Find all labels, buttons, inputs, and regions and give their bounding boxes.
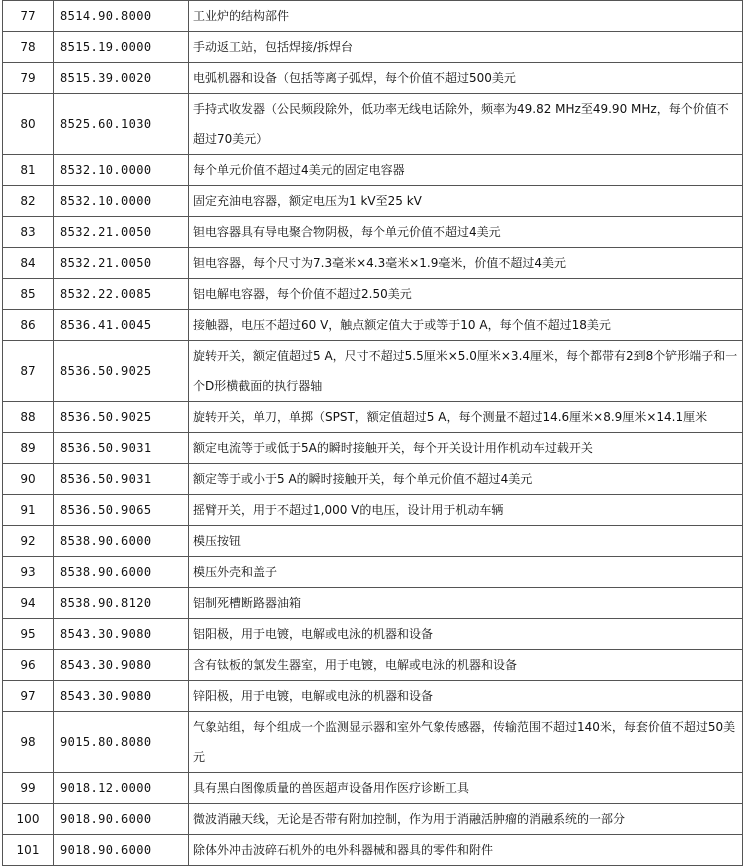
hts-code: 8536.50.9065 xyxy=(54,495,189,526)
row-number: 90 xyxy=(3,464,54,495)
product-description: 钽电容器，每个尺寸为7.3毫米×4.3毫米×1.9毫米，价值不超过4美元 xyxy=(189,248,743,279)
table-row xyxy=(3,217,743,248)
product-description: 额定电流等于或低于5A的瞬时接触开关，每个开关设计用作机动车过载开关 xyxy=(189,433,743,464)
table-row xyxy=(3,32,743,63)
row-number: 92 xyxy=(3,526,54,557)
hts-code: 9018.90.6000 xyxy=(54,804,189,835)
table-row xyxy=(3,63,743,94)
table-row xyxy=(3,526,743,557)
hts-code: 8538.90.6000 xyxy=(54,557,189,588)
table-row xyxy=(3,835,743,866)
hts-code: 8532.10.0000 xyxy=(54,186,189,217)
row-number: 93 xyxy=(3,557,54,588)
row-number: 101 xyxy=(3,835,54,866)
hts-code: 9015.80.8080 xyxy=(54,712,189,773)
hts-code: 8515.19.0000 xyxy=(54,32,189,63)
table-row xyxy=(3,433,743,464)
product-description: 旋转开关，额定值超过5 A，尺寸不超过5.5厘米×5.0厘米×3.4厘米，每个都带有2到8个铲形端子和一个D形横截面的执行器轴 xyxy=(189,341,743,402)
table-row xyxy=(3,279,743,310)
hts-code: 8538.90.8120 xyxy=(54,588,189,619)
product-description: 手动返工站，包括焊接/拆焊台 xyxy=(189,32,743,63)
table-row xyxy=(3,773,743,804)
product-description: 微波消融天线，无论是否带有附加控制，作为用于消融活肿瘤的消融系统的一部分 xyxy=(189,804,743,835)
product-description: 含有钛板的氯发生器室，用于电镀，电解或电泳的机器和设备 xyxy=(189,650,743,681)
product-description: 固定充油电容器，额定电压为1 kV至25 kV xyxy=(189,186,743,217)
table-row xyxy=(3,94,743,155)
row-number: 84 xyxy=(3,248,54,279)
table-row xyxy=(3,310,743,341)
hts-code: 8532.22.0085 xyxy=(54,279,189,310)
table-row xyxy=(3,619,743,650)
hts-code: 8536.50.9031 xyxy=(54,433,189,464)
row-number: 88 xyxy=(3,402,54,433)
product-description: 锌阳极，用于电镀，电解或电泳的机器和设备 xyxy=(189,681,743,712)
row-number: 94 xyxy=(3,588,54,619)
product-description: 模压外壳和盖子 xyxy=(189,557,743,588)
product-description: 旋转开关，单刀，单掷（SPST，额定值超过5 A，每个测量不超过14.6厘米×8.9厘米×14.1厘米 xyxy=(189,402,743,433)
table-row xyxy=(3,464,743,495)
row-number: 91 xyxy=(3,495,54,526)
product-description: 每个单元价值不超过4美元的固定电容器 xyxy=(189,155,743,186)
row-number: 86 xyxy=(3,310,54,341)
hts-code: 8514.90.8000 xyxy=(54,1,189,32)
product-description: 接触器，电压不超过60 V，触点额定值大于或等于10 A，每个值不超过18美元 xyxy=(189,310,743,341)
hts-code: 8536.50.9025 xyxy=(54,341,189,402)
product-description: 电弧机器和设备（包括等离子弧焊，每个价值不超过500美元 xyxy=(189,63,743,94)
table-row xyxy=(3,681,743,712)
table-row xyxy=(3,557,743,588)
table-row xyxy=(3,186,743,217)
product-description: 气象站组，每个组成一个监测显示器和室外气象传感器，传输范围不超过140米，每套价值不超过50美元 xyxy=(189,712,743,773)
table-row xyxy=(3,341,743,402)
product-description: 工业炉的结构部件 xyxy=(189,1,743,32)
row-number: 97 xyxy=(3,681,54,712)
product-description: 除体外冲击波碎石机外的电外科器械和器具的零件和附件 xyxy=(189,835,743,866)
table-row xyxy=(3,402,743,433)
table-row xyxy=(3,248,743,279)
hts-code: 8536.50.9025 xyxy=(54,402,189,433)
row-number: 83 xyxy=(3,217,54,248)
table-row xyxy=(3,155,743,186)
product-description: 摇臂开关，用于不超过1,000 V的电压，设计用于机动车辆 xyxy=(189,495,743,526)
hts-code: 8543.30.9080 xyxy=(54,681,189,712)
hts-code: 8525.60.1030 xyxy=(54,94,189,155)
product-description: 钽电容器具有导电聚合物阴极，每个单元价值不超过4美元 xyxy=(189,217,743,248)
product-description: 手持式收发器（公民频段除外，低功率无线电话除外，频率为49.82 MHz至49.90 MHz，每个价值不超过70美元） xyxy=(189,94,743,155)
hts-code: 9018.90.6000 xyxy=(54,835,189,866)
table-row xyxy=(3,1,743,32)
hts-code: 9018.12.0000 xyxy=(54,773,189,804)
table-row xyxy=(3,650,743,681)
hts-code: 8532.21.0050 xyxy=(54,248,189,279)
hts-code: 8515.39.0020 xyxy=(54,63,189,94)
hts-code: 8543.30.9080 xyxy=(54,650,189,681)
table-row xyxy=(3,495,743,526)
row-number: 87 xyxy=(3,341,54,402)
hts-code: 8536.41.0045 xyxy=(54,310,189,341)
row-number: 95 xyxy=(3,619,54,650)
row-number: 77 xyxy=(3,1,54,32)
row-number: 100 xyxy=(3,804,54,835)
product-description: 具有黑白图像质量的兽医超声设备用作医疗诊断工具 xyxy=(189,773,743,804)
row-number: 96 xyxy=(3,650,54,681)
hts-code: 8532.10.0000 xyxy=(54,155,189,186)
tariff-exclusion-table xyxy=(2,0,743,866)
hts-code: 8543.30.9080 xyxy=(54,619,189,650)
hts-code: 8536.50.9031 xyxy=(54,464,189,495)
product-description: 模压按钮 xyxy=(189,526,743,557)
row-number: 79 xyxy=(3,63,54,94)
hts-code: 8532.21.0050 xyxy=(54,217,189,248)
table-row xyxy=(3,804,743,835)
product-description: 额定等于或小于5 A的瞬时接触开关，每个单元价值不超过4美元 xyxy=(189,464,743,495)
row-number: 81 xyxy=(3,155,54,186)
row-number: 82 xyxy=(3,186,54,217)
row-number: 85 xyxy=(3,279,54,310)
product-description: 铝制死槽断路器油箱 xyxy=(189,588,743,619)
product-description: 铝阳极，用于电镀，电解或电泳的机器和设备 xyxy=(189,619,743,650)
row-number: 98 xyxy=(3,712,54,773)
product-description: 铝电解电容器，每个价值不超过2.50美元 xyxy=(189,279,743,310)
table-row xyxy=(3,712,743,773)
row-number: 80 xyxy=(3,94,54,155)
hts-code: 8538.90.6000 xyxy=(54,526,189,557)
row-number: 78 xyxy=(3,32,54,63)
table-row xyxy=(3,588,743,619)
row-number: 99 xyxy=(3,773,54,804)
row-number: 89 xyxy=(3,433,54,464)
